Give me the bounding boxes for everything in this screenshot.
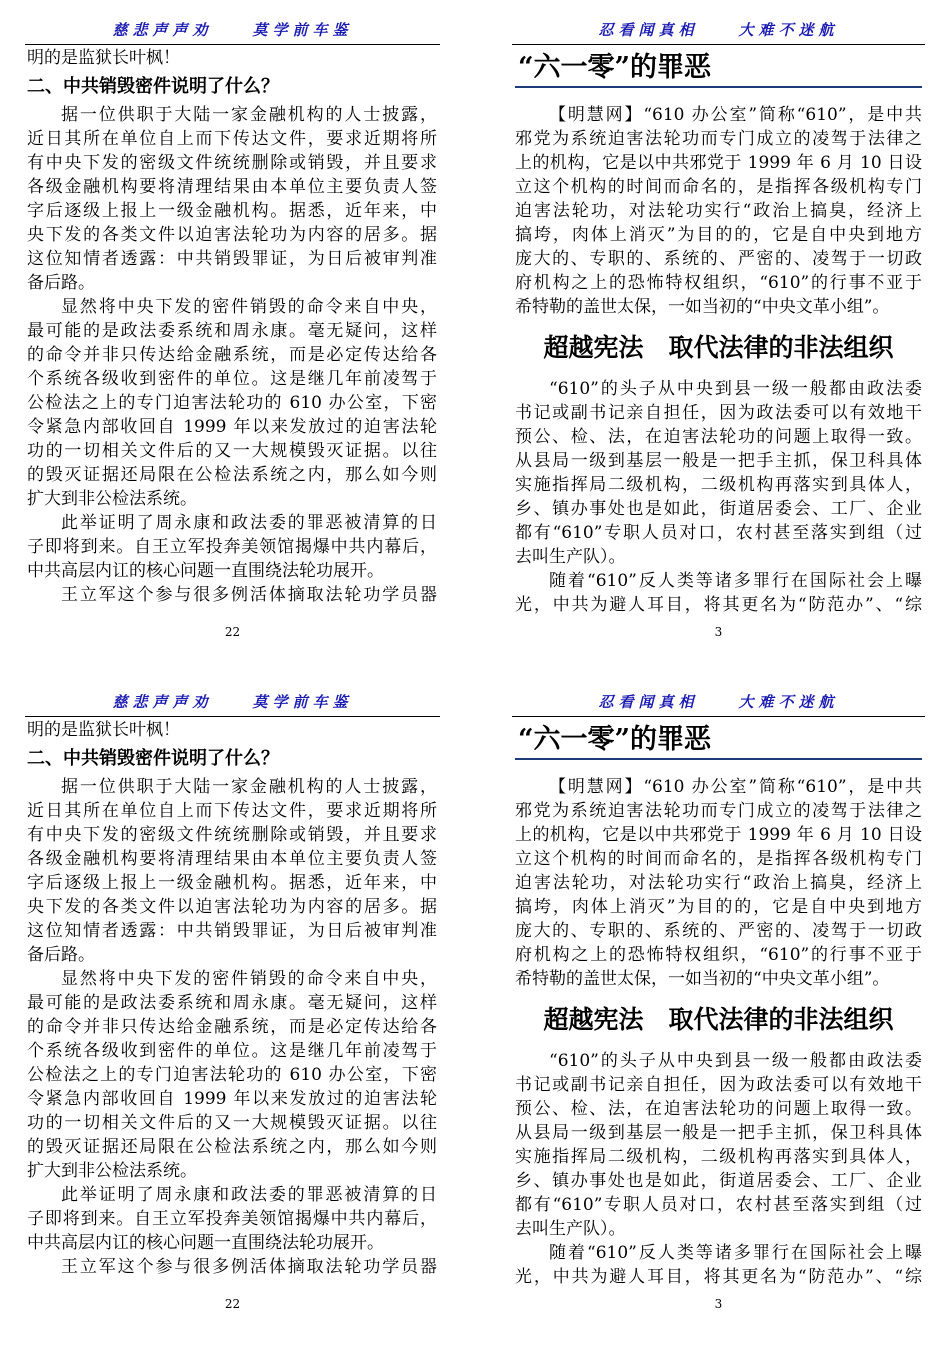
- text-line: 【明慧网】“610 办公室”简称“610”，是中共: [549, 777, 922, 797]
- text-line: 这位知情者透露：中共销毁罪证，为日后被审判准: [27, 921, 437, 941]
- header-rule: [25, 716, 440, 717]
- text-line: 公检法之上的专门迫害法轮功的 610 办公室，下密: [27, 1065, 437, 1085]
- text-line: 子即将到来。自王立军投奔美领馆揭爆中共内幕后，: [27, 1209, 437, 1229]
- paragraph: [27, 103, 437, 295]
- text-line: 央下发的各类文件以迫害法轮功为内容的居多。据: [27, 225, 437, 245]
- text-line: 个系统各级收到密件的单位。这是继几年前凌驾于: [27, 1041, 437, 1061]
- text-line: 乡、镇办事处也是如此，街道居委会、工厂、企业: [515, 499, 922, 519]
- page-number: 3: [714, 1297, 723, 1311]
- text-line: 各级金融机构要将清理结果由本单位主要负责人签: [27, 177, 437, 197]
- text-line: 从县局一级到基层一般是一把手主抓，保卫科具体: [515, 451, 922, 471]
- text-line: 中共高层内讧的核心问题一直围绕法轮功展开。: [27, 561, 384, 581]
- text-line: 去叫生产队）。: [515, 547, 626, 567]
- text-line: 个系统各级收到密件的单位。这是继几年前凌驾于: [27, 369, 437, 389]
- text-line: 上的机构，它是以中共邪党于 1999 年 6 月 10 日设: [515, 153, 922, 173]
- page-number: 22: [224, 1297, 241, 1311]
- section-heading: 超越宪法 取代法律的非法组织: [543, 1005, 894, 1034]
- text-line: 府机构之上的恐怖特权组织，“610”的行事不亚于: [515, 273, 922, 293]
- section-heading: 超越宪法 取代法律的非法组织: [543, 333, 894, 362]
- text-line: 明的是监狱长叶枫！: [27, 48, 180, 68]
- text-line: 的命令并非只传达给金融系统，而是必定传达给各: [27, 1017, 437, 1037]
- text-line: 上的机构，它是以中共邪党于 1999 年 6 月 10 日设: [515, 825, 922, 845]
- text-line: 备后路。: [27, 945, 95, 965]
- text-line: 功的一切相关文件后的又一大规模毁灭证据。以往: [27, 441, 437, 461]
- text-line: 扩大到非公检法系统。: [27, 1161, 197, 1181]
- paragraph: [27, 718, 437, 742]
- paragraph: [27, 1255, 437, 1279]
- left-page: [25, 0, 440, 672]
- paragraph: [27, 295, 437, 511]
- text-line: 近日其所在单位自上而下传达文件，要求近期将所: [27, 129, 437, 149]
- text-line: 去叫生产队）。: [515, 1219, 626, 1239]
- text-line: 实施指挥局二级机构，二级机构再落实到具体人，: [515, 1147, 922, 1167]
- text-line: 希特勒的盖世太保，一如当初的“中央文革小组”。: [515, 297, 890, 317]
- text-line: 令紧急内部收回自 1999 年以来发放过的迫害法轮: [27, 417, 437, 437]
- paragraph: [515, 775, 922, 991]
- header-rule: [25, 44, 440, 45]
- running-header: 慈悲声声劝 莫学前车鉴: [112, 693, 353, 711]
- paragraph: [27, 967, 437, 1183]
- text-line: 功的一切相关文件后的又一大规模毁灭证据。以往: [27, 1113, 437, 1133]
- text-line: 立这个机构的时间而命名的，是指挥各级机构专门: [515, 177, 922, 197]
- text-line: 据一位供职于大陆一家金融机构的人士披露，: [61, 105, 437, 125]
- text-line: 的毁灭证据还局限在公检法系统之内，那么如今则: [27, 465, 437, 485]
- left-page: [25, 672, 440, 1344]
- section-heading: 二、中共销毁密件说明了什么？: [27, 76, 279, 97]
- text-line: 府机构之上的恐怖特权组织，“610”的行事不亚于: [515, 945, 922, 965]
- text-line: 有中央下发的密级文件统统删除或销毁，并且要求: [27, 153, 437, 173]
- text-line: 搞垮，肉体上消灭”为目的的，它是自中央到地方: [515, 225, 922, 245]
- paragraph: [27, 1183, 437, 1255]
- paragraph: [27, 583, 437, 607]
- text-line: 庞大的、专职的、系统的、严密的、凌驾于一切政: [515, 249, 922, 269]
- text-line: 光，中共为避人耳目，将其更名为“防范办”、“综: [515, 595, 922, 615]
- text-line: 迫害法轮功，对法轮功实行“政治上搞臭，经济上: [515, 201, 922, 221]
- text-line: 子即将到来。自王立军投奔美领馆揭爆中共内幕后，: [27, 537, 437, 557]
- text-line: 光，中共为避人耳目，将其更名为“防范办”、“综: [515, 1267, 922, 1287]
- text-line: 希特勒的盖世太保，一如当初的“中央文革小组”。: [515, 969, 890, 989]
- page-spread-top: [0, 0, 950, 672]
- text-line: 明的是监狱长叶枫！: [27, 720, 180, 740]
- page-number: 3: [714, 625, 723, 639]
- text-line: 邪党为系统迫害法轮功而专门成立的凌驾于法律之: [515, 801, 922, 821]
- text-line: 【明慧网】“610 办公室”简称“610”，是中共: [549, 105, 922, 125]
- text-line: 最可能的是政法委系统和周永康。毫无疑问，这样: [27, 321, 437, 341]
- page-spread-bottom: [0, 672, 950, 1344]
- text-line: 此举证明了周永康和政法委的罪恶被清算的日: [61, 513, 437, 533]
- paragraph: [27, 511, 437, 583]
- paragraph: [515, 569, 922, 617]
- paragraph: [515, 1049, 922, 1241]
- text-line: 备后路。: [27, 273, 95, 293]
- right-page: [512, 672, 925, 1344]
- text-line: 令紧急内部收回自 1999 年以来发放过的迫害法轮: [27, 1089, 437, 1109]
- page-number: 22: [224, 625, 241, 639]
- text-line: 的毁灭证据还局限在公检法系统之内，那么如今则: [27, 1137, 437, 1157]
- header-rule: [512, 44, 925, 45]
- paragraph: [515, 103, 922, 319]
- text-line: 都有“610”专职人员对口，农村甚至落实到组（过: [515, 1195, 922, 1215]
- text-line: 书记或副书记亲自担任，因为政法委可以有效地干: [515, 1075, 922, 1095]
- article-title: “六一零”的罪恶: [515, 722, 922, 760]
- text-line: 的命令并非只传达给金融系统，而是必定传达给各: [27, 345, 437, 365]
- text-body: [27, 718, 437, 1279]
- text-line: 据一位供职于大陆一家金融机构的人士披露，: [61, 777, 437, 797]
- text-line: 王立军这个参与很多例活体摘取法轮功学员器: [61, 1257, 437, 1277]
- text-line: “610”的头子从中央到县一级一般都由政法委: [549, 1051, 922, 1071]
- paragraph: [515, 377, 922, 569]
- header-rule: [512, 716, 925, 717]
- text-line: 此举证明了周永康和政法委的罪恶被清算的日: [61, 1185, 437, 1205]
- running-header: 慈悲声声劝 莫学前车鉴: [112, 21, 353, 39]
- text-line: 近日其所在单位自上而下传达文件，要求近期将所: [27, 801, 437, 821]
- running-header: 忍看闻真相 大难不迷航: [598, 21, 839, 39]
- text-line: 字后逐级上报上一级金融机构。据悉，近年来，中: [27, 873, 437, 893]
- text-line: 迫害法轮功，对法轮功实行“政治上搞臭，经济上: [515, 873, 922, 893]
- paragraph: [27, 46, 437, 70]
- text-line: 实施指挥局二级机构，二级机构再落实到具体人，: [515, 475, 922, 495]
- text-line: 央下发的各类文件以迫害法轮功为内容的居多。据: [27, 897, 437, 917]
- text-line: 搞垮，肉体上消灭”为目的的，它是自中央到地方: [515, 897, 922, 917]
- text-line: 公检法之上的专门迫害法轮功的 610 办公室，下密: [27, 393, 437, 413]
- text-line: 显然将中央下发的密件销毁的命令来自中央，: [61, 297, 437, 317]
- text-line: 从县局一级到基层一般是一把手主抓，保卫科具体: [515, 1123, 922, 1143]
- paragraph: [27, 775, 437, 967]
- paragraph: [515, 1241, 922, 1289]
- text-line: 字后逐级上报上一级金融机构。据悉，近年来，中: [27, 201, 437, 221]
- section-heading: 二、中共销毁密件说明了什么？: [27, 748, 279, 769]
- text-line: 各级金融机构要将清理结果由本单位主要负责人签: [27, 849, 437, 869]
- text-line: 扩大到非公检法系统。: [27, 489, 197, 509]
- text-line: 乡、镇办事处也是如此，街道居委会、工厂、企业: [515, 1171, 922, 1191]
- text-line: 中共高层内讧的核心问题一直围绕法轮功展开。: [27, 1233, 384, 1253]
- text-line: 书记或副书记亲自担任，因为政法委可以有效地干: [515, 403, 922, 423]
- text-line: 最可能的是政法委系统和周永康。毫无疑问，这样: [27, 993, 437, 1013]
- text-line: 都有“610”专职人员对口，农村甚至落实到组（过: [515, 523, 922, 543]
- text-line: 预公、检、法，在迫害法轮功的问题上取得一致。: [515, 1099, 922, 1119]
- text-line: 随着“610”反人类等诸多罪行在国际社会上曝: [549, 571, 922, 591]
- running-header: 忍看闻真相 大难不迷航: [598, 693, 839, 711]
- text-line: “610”的头子从中央到县一级一般都由政法委: [549, 379, 922, 399]
- text-line: 随着“610”反人类等诸多罪行在国际社会上曝: [549, 1243, 922, 1263]
- text-line: 邪党为系统迫害法轮功而专门成立的凌驾于法律之: [515, 129, 922, 149]
- text-body: [27, 46, 437, 607]
- text-line: 有中央下发的密级文件统统删除或销毁，并且要求: [27, 825, 437, 845]
- text-line: 预公、检、法，在迫害法轮功的问题上取得一致。: [515, 427, 922, 447]
- article-title: “六一零”的罪恶: [515, 50, 922, 88]
- right-page: [512, 0, 925, 672]
- text-line: 显然将中央下发的密件销毁的命令来自中央，: [61, 969, 437, 989]
- text-line: 立这个机构的时间而命名的，是指挥各级机构专门: [515, 849, 922, 869]
- text-line: 庞大的、专职的、系统的、严密的、凌驾于一切政: [515, 921, 922, 941]
- text-line: 王立军这个参与很多例活体摘取法轮功学员器: [61, 585, 437, 605]
- text-body: [515, 50, 922, 617]
- text-body: [515, 722, 922, 1289]
- text-line: 这位知情者透露：中共销毁罪证，为日后被审判准: [27, 249, 437, 269]
